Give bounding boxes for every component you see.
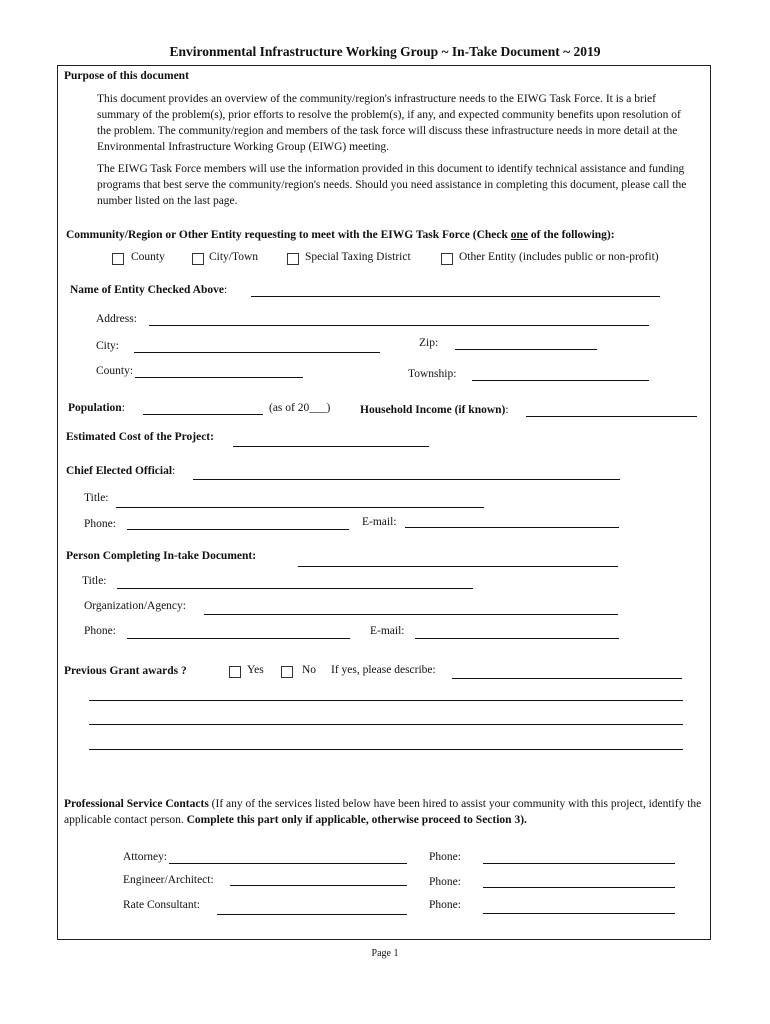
service-contacts-intro xyxy=(64,796,704,828)
as-of-year-label: (as of 20___) xyxy=(269,402,331,414)
official-title-field[interactable] xyxy=(116,507,484,508)
special-taxing-district-checkbox[interactable] xyxy=(287,253,299,265)
special-taxing-district-label: Special Taxing District xyxy=(305,251,411,263)
purpose-heading: Purpose of this document xyxy=(64,70,189,82)
city-label: City: xyxy=(96,340,120,352)
grants-yes-label: Yes xyxy=(247,664,264,676)
entity-heading-suffix: of the following): xyxy=(528,229,615,241)
address-label: Address: xyxy=(96,313,137,325)
household-income-label: Household Income (if known) xyxy=(360,404,506,416)
grants-no-label: No xyxy=(302,664,317,676)
rate-consultant-phone-label: Phone: xyxy=(429,899,461,911)
city-town-checkbox[interactable] xyxy=(192,253,204,265)
estimated-cost-field[interactable] xyxy=(233,446,429,447)
completer-email-label: E-mail: xyxy=(370,625,405,637)
service-contacts-instruction: Complete this part only if applicable, otherwise proceed to Section 3). xyxy=(186,814,527,826)
entity-heading-text: Community/Region or Other Entity requesting to meet with the EIWG Task Force (Check xyxy=(66,229,511,241)
official-title-label: Title: xyxy=(84,492,109,504)
organization-agency-label: Organization/Agency: xyxy=(84,600,186,612)
document-title: Environmental Infrastructure Working Group ~ In-Take Document ~ 2019 xyxy=(169,44,601,59)
previous-grants-label: Previous Grant awards ? xyxy=(64,665,187,677)
chief-official-colon: : xyxy=(172,465,176,477)
population-field[interactable] xyxy=(143,414,263,415)
attorney-label: Attorney: xyxy=(123,851,168,863)
purpose-paragraph-2: The EIWG Task Force members will use the information provided in this document to identify technical assistance and funding programs that best serve the community/region's needs. Should you need assistance in completing this document, please call the number listed on the last page. xyxy=(97,163,687,207)
service-contacts-heading: Professional Service Contacts xyxy=(64,798,209,810)
person-completing-field[interactable] xyxy=(298,566,618,567)
official-email-field[interactable] xyxy=(405,527,619,528)
completer-email-field[interactable] xyxy=(415,638,619,639)
chief-official-label-row xyxy=(66,465,175,477)
population-label: Population xyxy=(68,402,122,414)
county-checkbox[interactable] xyxy=(112,253,124,265)
attorney-field[interactable] xyxy=(169,863,407,864)
entity-name-field[interactable] xyxy=(251,296,660,297)
rate-consultant-phone-field[interactable] xyxy=(483,913,675,914)
grants-description-line-3[interactable] xyxy=(89,749,683,750)
engineer-phone-field[interactable] xyxy=(483,887,675,888)
entity-heading-one: one xyxy=(510,229,529,241)
city-field[interactable] xyxy=(134,352,380,353)
chief-official-label: Chief Elected Official xyxy=(66,465,173,477)
grants-no-checkbox[interactable] xyxy=(281,666,293,678)
completer-phone-label: Phone: xyxy=(84,625,116,637)
organization-agency-field[interactable] xyxy=(204,614,618,615)
attorney-phone-field[interactable] xyxy=(483,863,675,864)
zip-field[interactable] xyxy=(455,349,597,350)
chief-official-field[interactable] xyxy=(193,479,620,480)
grants-description-line-2[interactable] xyxy=(89,724,683,725)
address-field[interactable] xyxy=(149,325,649,326)
estimated-cost-label: Estimated Cost of the Project: xyxy=(66,431,214,443)
completer-title-field[interactable] xyxy=(117,588,473,589)
engineer-phone-label: Phone: xyxy=(429,876,461,888)
entity-name-colon: : xyxy=(223,284,228,296)
person-completing-label: Person Completing In-take Document: xyxy=(66,550,257,562)
zip-label: Zip: xyxy=(419,337,439,349)
population-colon: : xyxy=(121,402,125,414)
township-field[interactable] xyxy=(472,380,649,381)
completer-title-label: Title: xyxy=(82,575,107,587)
purpose-paragraph-1: This document provides an overview of the community/region's infrastructure needs to the EIWG Task Force. It is a brief summary of the problem(s), prior efforts to resolve the problem(s), if any, and expected community benefits upon resolution of the problem. The community/region and members of the task force will discuss these infrastructure needs in more detail at the Environmental Infrastructure Working Group (EIWG) meeting. xyxy=(97,93,681,153)
attorney-phone-label: Phone: xyxy=(429,851,461,863)
county-option-label: County xyxy=(131,251,165,263)
entity-name-label-row xyxy=(70,284,227,296)
service-contacts-intro-text: (If any of the services listed below have been hired to assist your community with this project, identify the applicable contact person. xyxy=(64,798,702,826)
official-phone-label: Phone: xyxy=(84,518,116,530)
official-email-label: E-mail: xyxy=(362,516,397,528)
other-entity-label: Other Entity (includes public or non-profit) xyxy=(459,251,659,263)
city-town-option-label: City/Town xyxy=(209,251,259,263)
grants-yes-checkbox[interactable] xyxy=(229,666,241,678)
household-income-field[interactable] xyxy=(526,416,697,417)
engineer-architect-label: Engineer/Architect: xyxy=(123,874,214,886)
grants-describe-label: If yes, please describe: xyxy=(331,664,436,676)
engineer-architect-field[interactable] xyxy=(230,885,407,886)
population-label-row xyxy=(68,402,125,414)
other-entity-checkbox[interactable] xyxy=(441,253,453,265)
county-label: County: xyxy=(96,365,134,377)
completer-phone-field[interactable] xyxy=(127,638,350,639)
household-income-colon: : xyxy=(505,404,509,416)
county-field[interactable] xyxy=(135,377,303,378)
rate-consultant-field[interactable] xyxy=(217,914,407,915)
grants-describe-field[interactable] xyxy=(452,678,682,679)
grants-description-line-1[interactable] xyxy=(89,700,683,701)
page-number: Page 1 xyxy=(371,948,399,959)
township-label: Township: xyxy=(408,368,457,380)
entity-heading xyxy=(66,229,615,241)
household-income-label-row xyxy=(360,404,509,416)
rate-consultant-label: Rate Consultant: xyxy=(123,899,200,911)
official-phone-field[interactable] xyxy=(127,529,349,530)
entity-name-label: Name of Entity Checked Above xyxy=(70,284,224,296)
